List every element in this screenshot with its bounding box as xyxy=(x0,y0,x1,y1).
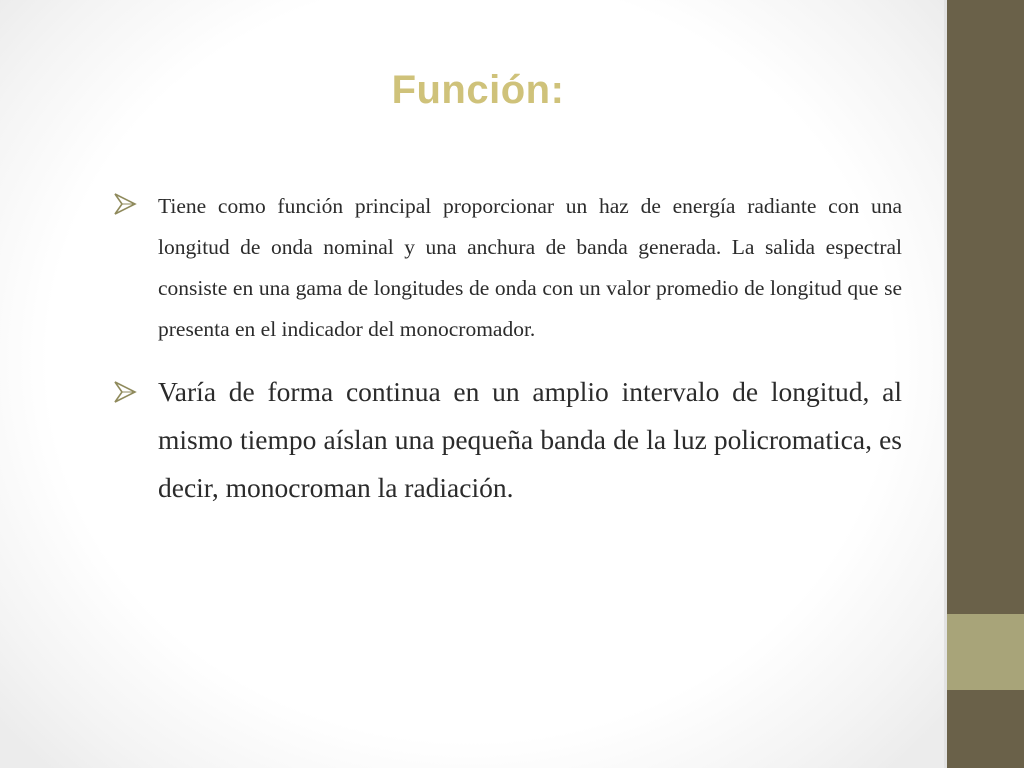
bullet-text: Tiene como función principal proporcionar un haz de energía radiante con una longitud de onda nominal y una anchura de banda generada. La salida espectral consiste en una gama de longitudes de onda con un valor promedio de longitud que se presenta en el indicador del monocromador. xyxy=(158,194,902,341)
bullet-item xyxy=(112,368,902,512)
slide-title: Función: xyxy=(391,68,565,112)
bullet-text: Varía de forma continua en un amplio intervalo de longitud, al mismo tiempo aíslan una pequeña banda de la luz policromatica, es decir, monocroman la radiación. xyxy=(158,376,902,503)
bullet-item xyxy=(112,186,902,350)
arrowhead-icon xyxy=(112,380,138,404)
slide-content xyxy=(112,186,902,512)
arrowhead-icon xyxy=(112,192,138,216)
side-accent-block xyxy=(947,614,1024,690)
